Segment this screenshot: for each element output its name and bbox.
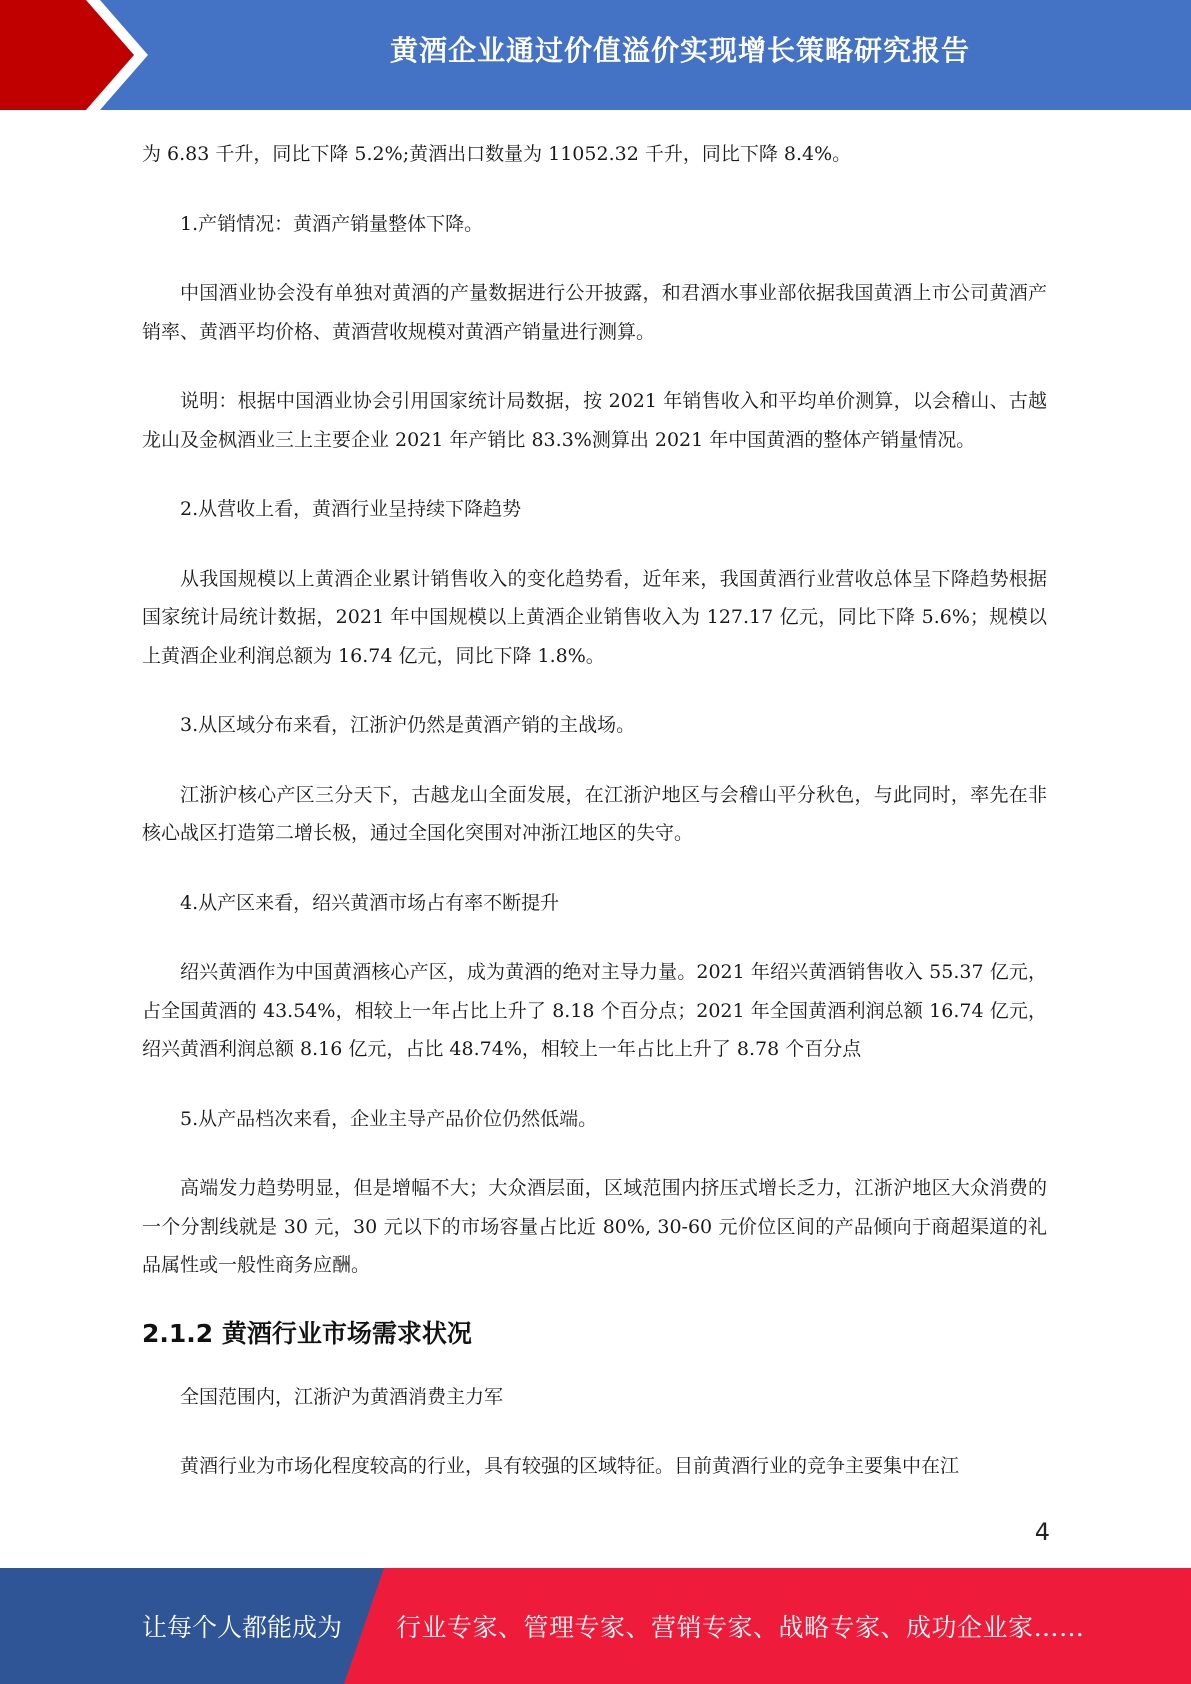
- document-body: [142, 135, 1047, 1517]
- paragraph-note: 说明：根据中国酒业协会引用国家统计局数据，按 2021 年销售收入和平均单价测算，以会稽山、古越龙山及金枫酒业三上主要企业 2021 年产销比 83.3%测算出 2021 年中国黄酒的整体产销量情况。: [142, 390, 1047, 451]
- section-heading: 2.1.2 黄酒行业市场需求状况: [142, 1318, 472, 1348]
- paragraph: 全国范围内，江浙沪为黄酒消费主力军: [180, 1385, 504, 1408]
- list-item-production-sales: 1.产销情况：黄酒产销量整体下降。: [180, 212, 484, 235]
- paragraph: 从我国规模以上黄酒企业累计销售收入的变化趋势看，近年来，我国黄酒行业营收总体呈下降趋势根据国家统计局统计数据，2021 年中国规模以上黄酒企业销售收入为 127.17 亿元，同比下降 5.6%；规模以上黄酒企业利润总额为 16.74 亿元，同比下降 1.8%。: [142, 567, 1047, 667]
- report-title: 黄酒企业通过价值溢价实现增长策略研究报告: [389, 34, 970, 67]
- paragraph: 黄酒行业为市场化程度较高的行业，具有较强的区域特征。目前黄酒行业的竞争主要集中在江: [180, 1455, 960, 1477]
- list-item-revenue: 2.从营收上看，黄酒行业呈持续下降趋势: [180, 498, 522, 520]
- list-item-region: 3.从区域分布来看，江浙沪仍然是黄酒产销的主战场。: [180, 714, 636, 736]
- paragraph: 江浙沪核心产区三分天下，古越龙山全面发展，在江浙沪地区与会稽山平分秋色，与此同时，率先在非核心战区打造第二增长极，通过全国化突围对冲浙江地区的失守。: [142, 783, 1047, 844]
- list-item-origin: 4.从产区来看，绍兴黄酒市场占有率不断提升: [180, 891, 560, 914]
- paragraph: 中国酒业协会没有单独对黄酒的产量数据进行公开披露，和君酒水事业部依据我国黄酒上市公司黄酒产销率、黄酒平均价格、黄酒营收规模对黄酒产销量进行测算。: [142, 282, 1047, 343]
- paragraph: 高端发力趋势明显，但是增幅不大；大众酒层面，区域范围内挤压式增长乏力，江浙沪地区大众消费的一个分割线就是 30 元，30 元以下的市场容量占比近 80%, 30-60 元价位区间的产品倾向于商超渠道的礼品属性或一般性商务应酬。: [142, 1177, 1047, 1276]
- page-number: 4: [1034, 1518, 1050, 1546]
- page-header: [0, 0, 1191, 110]
- footer-slogan-roles: 行业专家、管理专家、营销专家、战略专家、成功企业家……: [396, 1613, 1085, 1642]
- paragraph: 绍兴黄酒作为中国黄酒核心产区，成为黄酒的绝对主导力量。2021 年绍兴黄酒销售收入 55.37 亿元，占全国黄酒的 43.54%，相较上一年占比上升了 8.18 个百分点；2021 年全国黄酒利润总额 16.74 亿元，绍兴黄酒利润总额 8.16 亿元，占比 48.74%，相较上一年占比上升了 8.78 个百分点: [142, 961, 1047, 1060]
- page-footer: [0, 1568, 1191, 1684]
- footer-slogan-lead: 让每个人都能成为: [142, 1613, 343, 1642]
- paragraph-continuation: 为 6.83 千升，同比下降 5.2%;黄酒出口数量为 11052.32 千升，同比下降 8.4%。: [142, 143, 852, 165]
- list-item-product-tier: 5.从产品档次来看，企业主导产品价位仍然低端。: [180, 1107, 598, 1130]
